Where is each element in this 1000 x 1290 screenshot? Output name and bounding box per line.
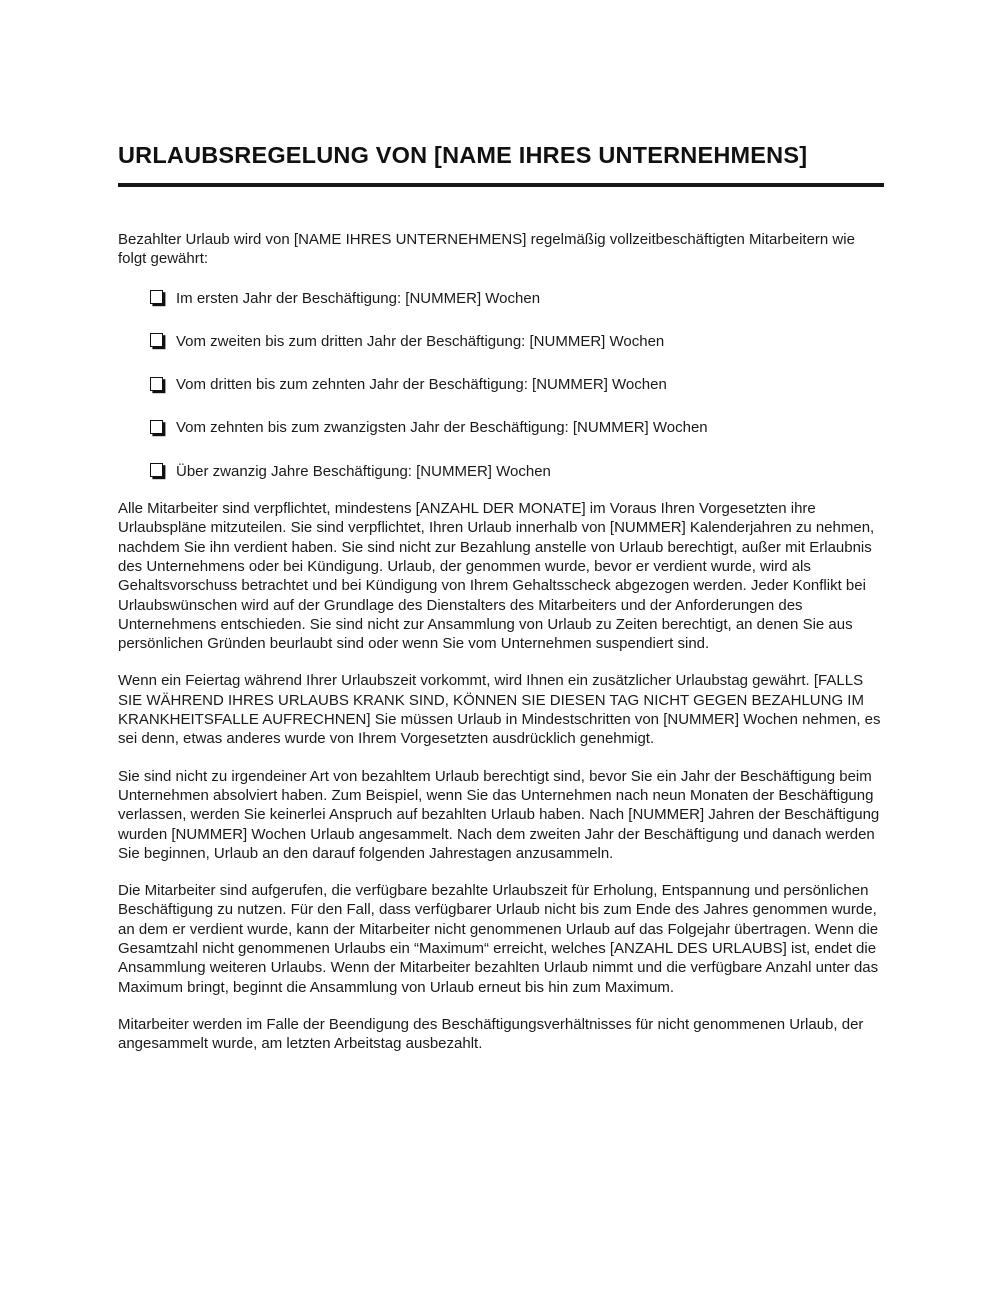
ballot-box-icon bbox=[150, 377, 163, 391]
body-paragraph: Wenn ein Feiertag während Ihrer Urlaubszeit vorkommt, wird Ihnen ein zusätzlicher Urlaubstag gewährt. [FALLS SIE WÄHREND IHRES URLAUBS KRANK SIND, KÖNNEN SIE DIESEN TAG NICHT GEGEN BEZAHLUNG IM KRANKHEITSFALLE AUFRECHNEN] Sie müssen Urlaub in Mindestschritten von [NUMMER] Wochen nehmen, es sei denn, etwas anderes wurde von Ihrem Vorgesetzten ausdrücklich genehmigt. bbox=[118, 672, 881, 748]
list-item-label: Vom zweiten bis zum dritten Jahr der Beschäftigung: [NUMMER] Wochen bbox=[176, 332, 665, 350]
document-title: URLAUBSREGELUNG VON [NAME IHRES UNTERNEHMENS] bbox=[118, 142, 808, 168]
body-paragraph: Sie sind nicht zu irgendeiner Art von bezahltem Urlaub berechtigt sind, bevor Sie ein Jahr der Beschäftigung beim Unternehmen absolviert haben. Zum Beispiel, wenn Sie das Unternehmen nach neun Monaten der Beschäftigung verlassen, werden Sie keinerlei Anspruch auf bezahlten Urlaub haben. Nach [NUMMER] Jahren der Beschäftigung wurden [NUMMER] Wochen Urlaub angesammelt. Nach dem zweiten Jahr der Beschäftigung und danach werden Sie beginnen, Urlaub an den darauf folgenden Jahrestagen anzusammeln. bbox=[118, 767, 880, 862]
body-paragraph: Die Mitarbeiter sind aufgerufen, die verfügbare bezahlte Urlaubszeit für Erholung, Entspannung und persönlichen Beschäftigung zu nutzen. Für den Fall, dass verfügbarer Urlaub nicht bis zum Ende des Jahres genommen wurde, an dem er verdient wurde, kann der Mitarbeiter nicht genommenen Urlaub auf das Folgejahr übertragen. Wenn die Gesamtzahl nicht genommenen Urlaubs ein “Maximum“ erreicht, welches [ANZAHL DES URLAUBS] ist, endet die Ansammlung weiteren Urlaubs. Wenn der Mitarbeiter bezahlten Urlaub nimmt und die verfügbare Anzahl unter das Maximum bringt, beginnt die Ansammlung von Urlaub erneut bis hin zum Maximum. bbox=[118, 882, 879, 996]
ballot-box-icon bbox=[150, 420, 163, 434]
body-paragraph: Mitarbeiter werden im Falle der Beendigung des Beschäftigungsverhältnisses für nicht genommenen Urlaub, der angesammelt wurde, am letzten Arbeitstag ausbezahlt. bbox=[118, 1015, 864, 1053]
list-item bbox=[150, 289, 884, 308]
list-item-label: Vom zehnten bis zum zwanzigsten Jahr der Beschäftigung: [NUMMER] Wochen bbox=[176, 419, 708, 437]
list-item-label: Im ersten Jahr der Beschäftigung: [NUMMER] Wochen bbox=[176, 289, 541, 307]
ballot-box-icon bbox=[150, 290, 163, 304]
document-content bbox=[118, 0, 884, 1054]
vacation-schedule-list bbox=[118, 289, 884, 481]
body-paragraph: Alle Mitarbeiter sind verpflichtet, mindestens [ANZAHL DER MONATE] im Voraus Ihren Vorgesetzten ihre Urlaubspläne mitzuteilen. Sie sind verpflichtet, Ihren Urlaub innerhalb von [NUMMER] Kalenderjahren zu nehmen, nachdem Sie ihn verdient haben. Sie sind nicht zur Bezahlung anstelle von Urlaub berechtigt, außer mit Erlaubnis des Unternehmens oder bei Kündigung. Urlaub, der genommen wurde, bevor er verdient wurde, wird als Gehaltsvorschuss betrachtet und bei Kündigung von Ihrem Gehaltsscheck abgezogen werden. Jeder Konflikt bei Urlaubswünschen wird auf der Grundlage des Dienstalters des Mitarbeiters und der Anforderungen des Unternehmens entschieden. Sie sind nicht zur Ansammlung von Urlaub zu Zeiten berechtigt, an denen Sie aus persönlichen Gründen beurlaubt sind oder wenn Sie vom Unternehmen suspendiert sind. bbox=[118, 500, 875, 653]
list-item-label: Vom dritten bis zum zehnten Jahr der Beschäftigung: [NUMMER] Wochen bbox=[176, 376, 667, 394]
list-item bbox=[150, 332, 884, 351]
list-item bbox=[150, 375, 884, 394]
ballot-box-icon bbox=[150, 463, 163, 477]
intro-paragraph: Bezahlter Urlaub wird von [NAME IHRES UNTERNEHMENS] regelmäßig vollzeitbeschäftigten Mitarbeitern wie folgt gewährt: bbox=[118, 231, 855, 268]
ballot-box-icon bbox=[150, 333, 163, 347]
list-item-label: Über zwanzig Jahre Beschäftigung: [NUMMER] Wochen bbox=[176, 462, 551, 480]
list-item bbox=[150, 418, 884, 437]
list-item bbox=[150, 462, 884, 481]
title-rule bbox=[118, 183, 884, 187]
